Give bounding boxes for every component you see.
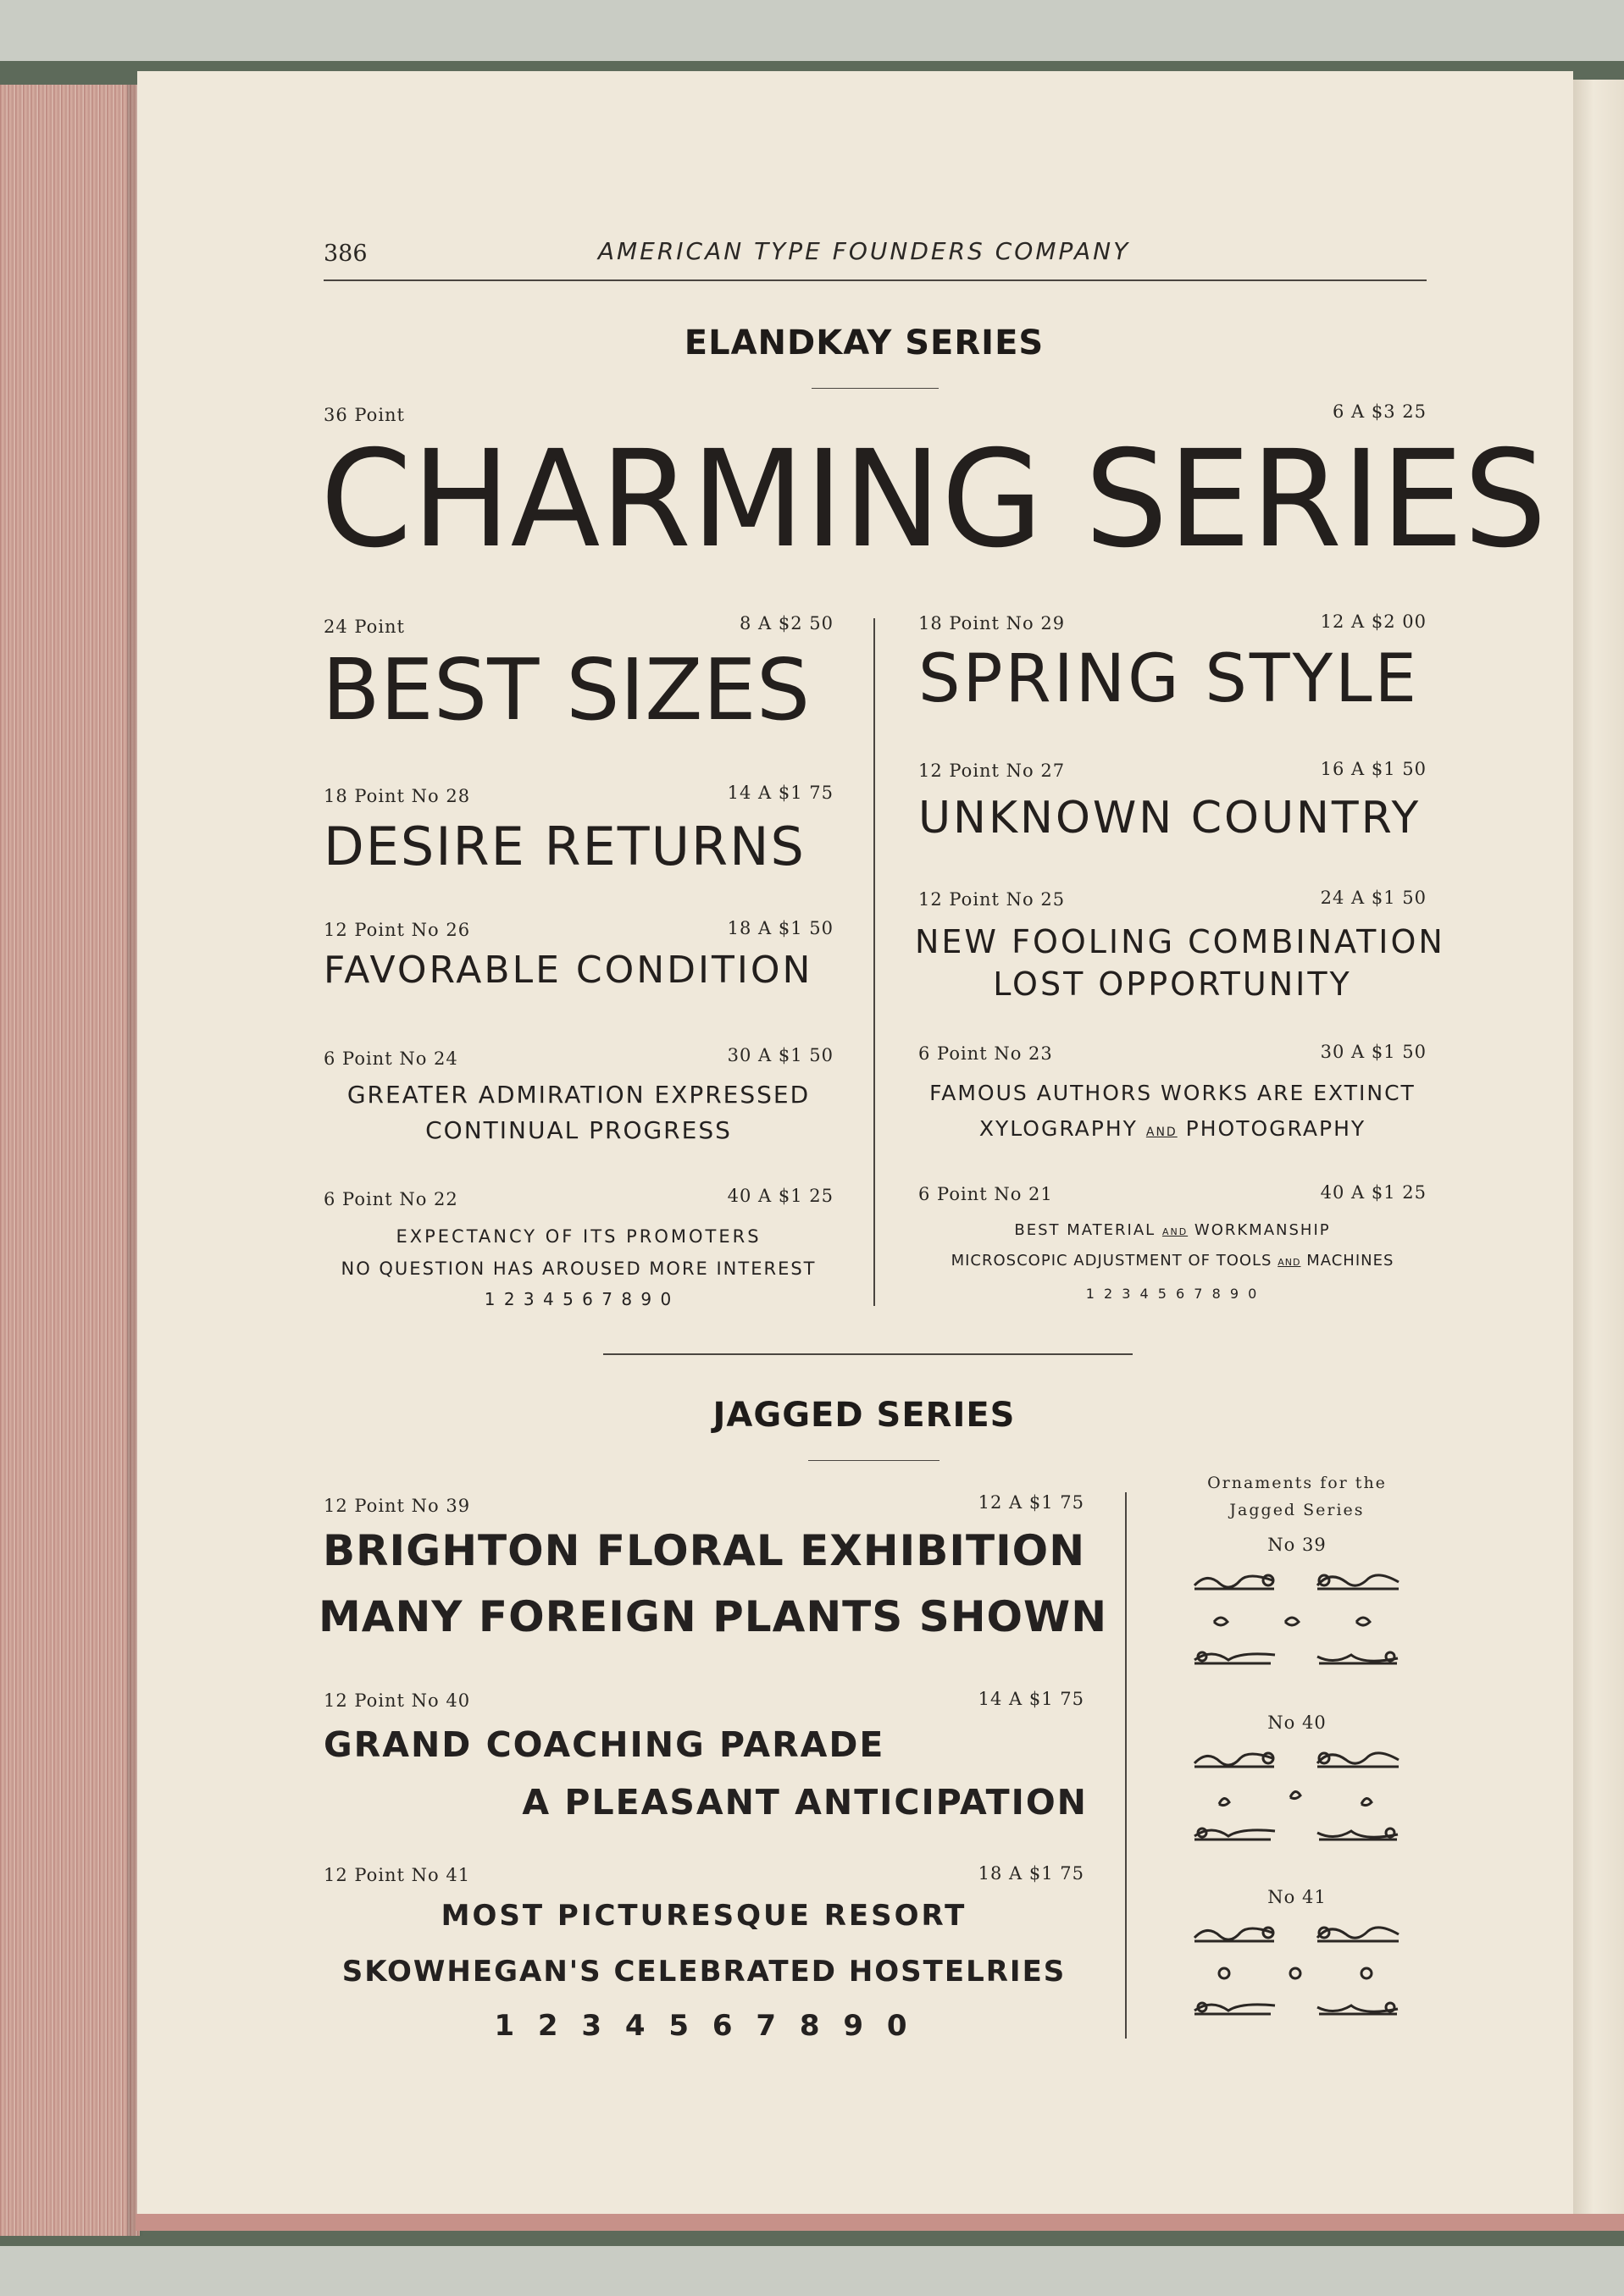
dot-ornament-icon [1219,1968,1229,1978]
specimen-word: PHOTOGRAPHY [1185,1116,1366,1141]
title-ornament-rule [808,1460,939,1461]
ornament-set-40 [1190,1745,1411,1855]
dot-ornament-icon [1361,1968,1372,1978]
specimen-line [915,1116,1430,1141]
size-label: 12 Point No 26 [324,920,471,940]
price-label: 18 A $1 50 [727,918,834,938]
specimen-line: A PLEASANT ANTICIPATION [522,1782,1088,1823]
cover-edge-bottom [136,2214,1624,2231]
specimen-line: LOST OPPORTUNITY [993,965,1352,1003]
price-label: 24 A $1 50 [1320,888,1427,908]
size-label: 36 Point [324,405,405,425]
curl-ornament-icon [1290,1791,1300,1798]
scroll-ornament-icon [1194,1576,1274,1589]
header-rule [324,279,1427,281]
and-ligature: AND [1145,1126,1178,1139]
specimen-line [915,1252,1430,1270]
price-label: 16 A $1 50 [1320,759,1427,779]
price-label: 40 A $1 25 [1320,1182,1427,1203]
specimen-word: XYLOGRAPHY [978,1116,1138,1141]
dot-ornament-icon [1290,1968,1300,1978]
curl-ornament-icon [1361,1798,1372,1805]
specimen-line: NEW FOOLING COMBINATION [915,923,1445,960]
size-label: 6 Point No 24 [324,1048,458,1069]
size-label: 18 Point No 28 [324,786,471,806]
specimen-desire-returns: DESIRE RETURNS [324,816,806,877]
and-ligature: AND [1278,1257,1301,1268]
size-label: 24 Point [324,617,405,637]
specimen-figures: 1 2 3 4 5 6 7 8 9 0 [494,2009,914,2043]
price-label: 14 A $1 75 [978,1689,1084,1709]
ornament-set-41 [1190,1919,1411,2029]
section-title: JAGGED SERIES [712,1396,1016,1435]
size-label: 6 Point No 23 [918,1043,1053,1064]
scroll-ornament-icon [1194,1928,1274,1941]
specimen-line: SKOWHEGAN'S CELEBRATED HOSTELRIES [341,1955,1067,1989]
price-label: 14 A $1 75 [727,783,834,803]
column-divider [1125,1492,1127,2039]
price-label: 6 A $3 25 [1333,401,1427,422]
page-number: 386 [324,241,368,267]
specimen-charming-series: CHARMING SERIES [320,422,1547,578]
curl-ornament-icon [1219,1798,1229,1805]
specimen-line [915,1221,1430,1239]
size-label: 6 Point No 22 [324,1189,458,1209]
specimen-line: FAMOUS AUTHORS WORKS ARE EXTINCT [929,1081,1416,1105]
column-divider [873,618,875,1306]
specimen-line: MANY FOREIGN PLANTS SHOWN [319,1592,1108,1641]
specimen-figures: 1 2 3 4 5 6 7 8 9 0 [484,1289,673,1309]
price-label: 30 A $1 50 [727,1045,834,1065]
ornaments-caption: Jagged Series [1229,1501,1365,1519]
ornament-number: No 41 [1267,1887,1327,1907]
specimen-word: MACHINES [1306,1252,1394,1270]
specimen-best-sizes: BEST SIZES [322,640,811,739]
price-label: 12 A $1 75 [978,1492,1084,1513]
specimen-unknown-country: UNKNOWN COUNTRY [918,793,1422,844]
size-label: 12 Point No 25 [918,889,1066,910]
specimen-word: WORKMANSHIP [1194,1221,1331,1239]
page-edges [0,85,140,2236]
specimen-line: EXPECTANCY OF ITS PROMOTERS [396,1226,762,1247]
scroll-ornament-icon [1194,1754,1274,1767]
specimen-favorable-condition: FAVORABLE CONDITION [324,949,813,992]
and-ligature: AND [1161,1226,1189,1237]
specimen-line: NO QUESTION HAS AROUSED MORE INTEREST [341,1259,817,1279]
size-label: 12 Point No 39 [324,1496,471,1516]
section-title: ELANDKAY SERIES [684,324,1045,362]
ornament-set-39 [1190,1567,1411,1685]
specimen-line: MOST PICTURESQUE RESORT [441,1899,967,1933]
ornament-number: No 39 [1267,1535,1327,1555]
price-label: 30 A $1 50 [1320,1042,1427,1062]
specimen-line: GREATER ADMIRATION EXPRESSED [346,1081,811,1109]
running-title: AMERICAN TYPE FOUNDERS COMPANY [597,237,1131,265]
section-rule [603,1353,1133,1355]
ornaments-caption: Ornaments for the [1207,1474,1387,1492]
specimen-line: CONTINUAL PROGRESS [425,1116,732,1144]
size-label: 12 Point No 40 [324,1690,471,1711]
size-label: 18 Point No 29 [918,613,1066,633]
ornament-number: No 40 [1267,1712,1327,1733]
scroll-ornament-icon [1386,1652,1394,1661]
specimen-word: MICROSCOPIC ADJUSTMENT OF TOOLS [951,1252,1272,1270]
scroll-ornament-icon [1386,2003,1394,2011]
curl-ornament-icon [1285,1618,1299,1625]
price-label: 12 A $2 00 [1320,611,1427,632]
size-label: 12 Point No 27 [918,761,1066,781]
specimen-line: BRIGHTON FLORAL EXHIBITION [322,1526,1086,1575]
curl-ornament-icon [1214,1618,1228,1625]
next-page-edge [1573,80,1624,2222]
specimen-spring-style: SPRING STYLE [918,641,1419,717]
size-label: 6 Point No 21 [918,1184,1053,1204]
price-label: 18 A $1 75 [978,1863,1084,1884]
title-ornament-rule [812,388,939,389]
specimen-figures: 1 2 3 4 5 6 7 8 9 0 [1085,1286,1260,1302]
specimen-word: BEST MATERIAL [1014,1221,1156,1239]
scroll-ornament-icon [1386,1829,1394,1837]
price-label: 8 A $2 50 [740,613,834,633]
size-label: 12 Point No 41 [324,1865,471,1885]
price-label: 40 A $1 25 [727,1186,834,1206]
specimen-line: GRAND COACHING PARADE [324,1724,885,1765]
curl-ornament-icon [1356,1618,1370,1625]
